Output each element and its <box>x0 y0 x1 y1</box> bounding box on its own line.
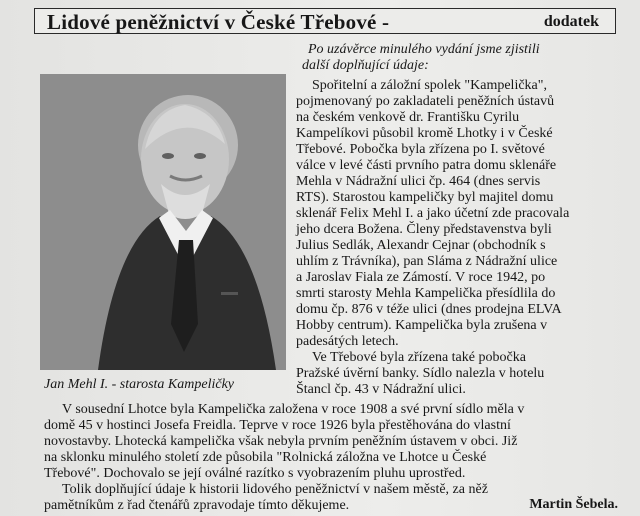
article-title: Lidové peněžnictví v České Třebové - <box>47 10 390 34</box>
column-line: Julius Sedlák, Alexandr Cejnar (obchodník s <box>296 238 546 253</box>
bottom-line: Třebové". Dochovalo se její oválné razítko s vyobrazením pluhu uprostřed. <box>44 466 466 481</box>
photo-caption: Jan Mehl I. - starosta Kampeličky <box>44 377 234 392</box>
column-line: Ve Třebové byla zřízena také pobočka <box>312 350 526 365</box>
bottom-line: domě 45 v hostinci Josefa Freidla. Teprve v roce 1926 byla přestěhována do vlastní <box>44 418 511 433</box>
column-line: Hobby centrum). Kampelička byla zrušena v <box>296 318 548 333</box>
column-line: Štancl čp. 43 v Nádražní ulici. <box>296 382 466 397</box>
column-line: uhlím z Trávníka), pan Sláma z Nádražní ulice <box>296 254 558 269</box>
lead-line: další doplňující údaje: <box>302 58 429 73</box>
author-signature: Martin Šebela. <box>529 497 618 512</box>
column-line: domu čp. 876 v téže ulici (dnes prodejna ELVA <box>296 302 562 317</box>
bottom-line: V sousední Lhotce byla Kampelička založena v roce 1908 a své první sídlo měla v <box>62 402 525 417</box>
article-title-suffix: dodatek <box>543 13 599 30</box>
column-line: smrti starosty Mehla Kampelička přesídlila do <box>296 286 556 301</box>
bottom-line: pamětníkům z řad čtenářů zpravodaje tímto děkujeme. <box>44 498 350 513</box>
portrait-photo <box>40 74 286 370</box>
column-line: a Jaroslav Fiala ze Zámostí. V roce 1942, po <box>296 270 546 285</box>
column-line: Třebové. Pobočka byla zřízena po I. světové <box>296 142 545 157</box>
column-line: sklenář Felix Mehl I. a jako účetní zde pracovala <box>296 206 570 221</box>
column-line: Spořitelní a záložní spolek "Kampelička", <box>312 78 547 93</box>
lead-line: Po uzávěrce minulého vydání jsme zjistili <box>308 42 540 57</box>
column-line: Kampelíkovi působil kromě Lhotky i v České <box>296 126 553 141</box>
column-line: Mehla v Nádražní ulici čp. 464 (dnes servis <box>296 174 541 189</box>
column-line: jeho dcera Božena. Členy představenstva byli <box>296 222 552 237</box>
article-header <box>34 8 616 34</box>
column-line: Pražské úvěrní banky. Sídlo nalezla v hotelu <box>296 366 545 381</box>
portrait-illustration <box>40 74 286 370</box>
column-line: RTS). Starostou kampeličky byl majitel domu <box>296 190 554 205</box>
column-line: válce v levé části prvního patra domu sklenáře <box>296 158 557 173</box>
bottom-line: na sklonku minulého století zde působila "Rolnická záložna ve Lhotce u České <box>44 450 487 465</box>
column-line: padesátých letech. <box>296 334 399 349</box>
column-line: na českém venkově dr. Františku Cyrilu <box>296 110 520 125</box>
bottom-line: Tolik doplňující údaje k historii lidového peněžnictví v našem městě, za něž <box>62 482 488 497</box>
column-line: pojmenovaný po zakladateli peněžních ústavů <box>296 94 555 109</box>
bottom-line: novostavby. Lhotecká kampelička však nebyla prvním peněžním ústavem v obci. Již <box>44 434 518 449</box>
